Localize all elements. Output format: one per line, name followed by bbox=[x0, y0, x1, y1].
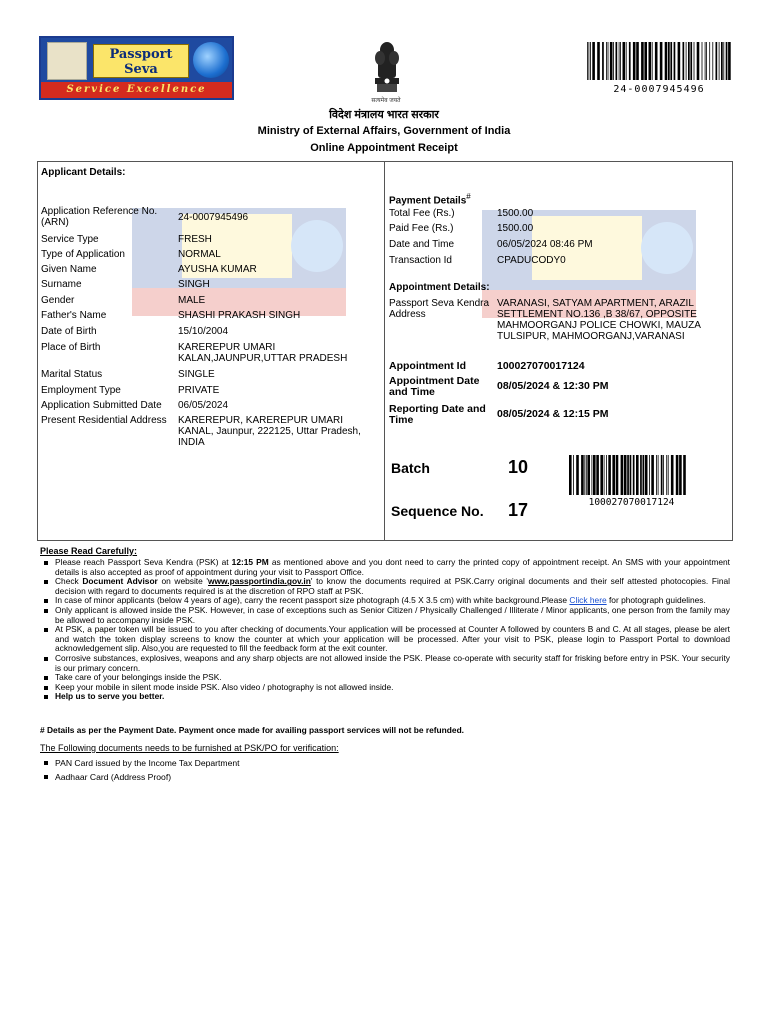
emblem-caption: सत्यमेव जयते bbox=[371, 98, 401, 104]
sequence-label: Sequence No. bbox=[391, 503, 484, 519]
logo-brand: Passport Seva bbox=[93, 44, 189, 78]
batch-value: 10 bbox=[508, 457, 529, 477]
transaction-id-value: CPADUCODY0 bbox=[497, 255, 566, 266]
passport-website-link[interactable]: www.passportindia.gov.in bbox=[208, 576, 311, 587]
instruction-item: Keep your mobile in silent mode inside PSK. Also video / photography is not allowed inside. bbox=[40, 683, 730, 693]
application-type-label: Type of Application bbox=[41, 249, 125, 260]
psk-address-label: Passport Seva Kendra Address bbox=[389, 298, 490, 320]
instruction-item: Only applicant is allowed inside the PSK. However, in case of exceptions such as Senior Citizen / Physically Challenged / Illiterate / Minor applicants, one person from the family may be allowed to accompany inside PSK. bbox=[40, 606, 730, 625]
instruction-item: Corrosive substances, explosives, weapons and any sharp objects are not allowed inside the PSK. Please co-operate with security staff for frisking before entry in PSK. Your security is our primary concern. bbox=[40, 654, 730, 673]
total-fee-label: Total Fee (Rs.) bbox=[389, 208, 455, 219]
documents-list bbox=[40, 756, 730, 784]
document-item: PAN Card issued by the Income Tax Department bbox=[40, 756, 730, 770]
instruction-item: Take care of your belongings inside the PSK. bbox=[40, 673, 730, 683]
appointment-id-label: Appointment Id bbox=[389, 360, 466, 372]
emblem-mini-icon bbox=[47, 42, 87, 80]
employment-type-value: PRIVATE bbox=[178, 385, 220, 396]
payment-datetime-label: Date and Time bbox=[389, 239, 455, 250]
appointment-details-title: Appointment Details: bbox=[389, 282, 490, 293]
arn-barcode bbox=[587, 42, 731, 80]
service-type-label: Service Type bbox=[41, 234, 99, 245]
appointment-datetime-value: 08/05/2024 & 12:30 PM bbox=[497, 380, 609, 392]
instructions-title: Please Read Carefully: bbox=[40, 546, 138, 556]
place-of-birth-label: Place of Birth bbox=[41, 342, 101, 353]
globe-icon bbox=[193, 42, 229, 78]
national-emblem-icon bbox=[372, 40, 402, 96]
transaction-id-label: Transaction Id bbox=[389, 255, 452, 266]
ministry-name: Ministry of External Affairs, Government of India bbox=[257, 125, 511, 137]
instructions-list bbox=[40, 558, 730, 702]
documents-title: The Following documents needs to be furnished at PSK/PO for verification: bbox=[40, 743, 339, 753]
payment-datetime-value: 06/05/2024 08:46 PM bbox=[497, 239, 593, 250]
ministry-hindi: विदेश मंत्रालय भारत सरकार bbox=[329, 109, 439, 121]
submitted-date-value: 06/05/2024 bbox=[178, 400, 229, 411]
column-divider bbox=[384, 161, 385, 541]
dob-label: Date of Birth bbox=[41, 326, 97, 337]
document-item: Aadhaar Card (Address Proof) bbox=[40, 770, 730, 784]
employment-type-label: Employment Type bbox=[41, 385, 121, 396]
appointment-barcode-number: 100027070017124 bbox=[588, 497, 675, 508]
paid-fee-value: 1500.00 bbox=[497, 223, 534, 234]
marital-status-label: Marital Status bbox=[41, 369, 103, 380]
surname-value: SINGH bbox=[178, 279, 210, 290]
page-title: Online Appointment Receipt bbox=[310, 142, 458, 154]
payment-note: # Details as per the Payment Date. Payment once made for availing passport services will not be refunded. bbox=[40, 725, 465, 735]
place-of-birth-value: KAREREPUR UMARI KALAN,JAUNPUR,UTTAR PRADESH bbox=[178, 342, 348, 364]
instruction-item: Check Document Advisor on website 'www.passportindia.gov.in' to know the documents required at PSK.Carry original documents and their self attested photocopies. Final decision with regard to documents required is at the discretion of RPO staff at PSK. bbox=[40, 577, 730, 596]
instruction-item: At PSK, a paper token will be issued to you after checking of documents.Your application will be processed at Counter A followed by counters B and C. At all stages, please be alert and watch the token display screens to know the counter at which your application will be processed. After your visit to PSK, please login to Passport Portal to download acknowledgement slip. Also,you are requested to fill the feedback form at the exit counter. bbox=[40, 625, 730, 654]
photo-guidelines-link[interactable]: Click here bbox=[569, 595, 607, 606]
payment-details-title: Payment Details# bbox=[389, 192, 471, 207]
arn-value: 24-0007945496 bbox=[178, 212, 249, 223]
appointment-id-value: 100027070017124 bbox=[497, 360, 585, 372]
appointment-datetime-label: Appointment Date and Time bbox=[389, 375, 480, 398]
gender-label: Gender bbox=[41, 295, 75, 306]
given-name-value: AYUSHA KUMAR bbox=[178, 264, 257, 275]
father-name-value: SHASHI PRAKASH SINGH bbox=[178, 310, 301, 321]
total-fee-value: 1500.00 bbox=[497, 208, 534, 219]
father-name-label: Father's Name bbox=[41, 310, 107, 321]
given-name-label: Given Name bbox=[41, 264, 97, 275]
instruction-item: In case of minor applicants (below 4 years of age), carry the recent passport size photograph (4.5 X 3.5 cm) with white background.Please Click here for photograph guidelines. bbox=[40, 596, 730, 606]
arn-label: Application Reference No. (ARN) bbox=[41, 206, 158, 228]
batch-label: Batch bbox=[391, 460, 430, 476]
application-type-value: NORMAL bbox=[178, 249, 221, 260]
logo-tagline: Service Excellence bbox=[41, 82, 232, 98]
instruction-item: Please reach Passport Seva Kendra (PSK) at 12:15 PM as mentioned above and you dont need to carry the printed copy of appointment receipt. An SMS with your appointment details is also accepted as proof of appointment during your visit to Passport Office. bbox=[40, 558, 730, 577]
submitted-date-label: Application Submitted Date bbox=[41, 400, 162, 411]
psk-address-value: VARANASI, SATYAM APARTMENT, ARAZIL SETTLEMENT NO.136 ,B 38/67, OPPOSITE MAHMOORGANJ POLICE CHOWKI, MAUZA TULSIPUR, MAHMOORGANJ,VARANASI bbox=[497, 298, 701, 342]
marital-status-value: SINGLE bbox=[178, 369, 215, 380]
applicant-details-title: Applicant Details: bbox=[41, 167, 126, 178]
paid-fee-label: Paid Fee (Rs.) bbox=[389, 223, 454, 234]
sequence-value: 17 bbox=[508, 500, 529, 520]
arn-barcode-number: 24-0007945496 bbox=[613, 84, 705, 95]
address-label: Present Residential Address bbox=[41, 415, 167, 426]
service-type-value: FRESH bbox=[178, 234, 212, 245]
dob-value: 15/10/2004 bbox=[178, 326, 229, 337]
surname-label: Surname bbox=[41, 279, 82, 290]
passport-seva-logo bbox=[39, 36, 234, 100]
gender-value: MALE bbox=[178, 295, 206, 306]
reporting-datetime-value: 08/05/2024 & 12:15 PM bbox=[497, 408, 609, 420]
appointment-barcode bbox=[569, 455, 687, 495]
instruction-item: Help us to serve you better. bbox=[40, 692, 730, 702]
reporting-datetime-label: Reporting Date and Time bbox=[389, 403, 486, 426]
address-value: KAREREPUR, KAREREPUR UMARI KANAL, Jaunpur, 222125, Uttar Pradesh, INDIA bbox=[178, 415, 361, 448]
